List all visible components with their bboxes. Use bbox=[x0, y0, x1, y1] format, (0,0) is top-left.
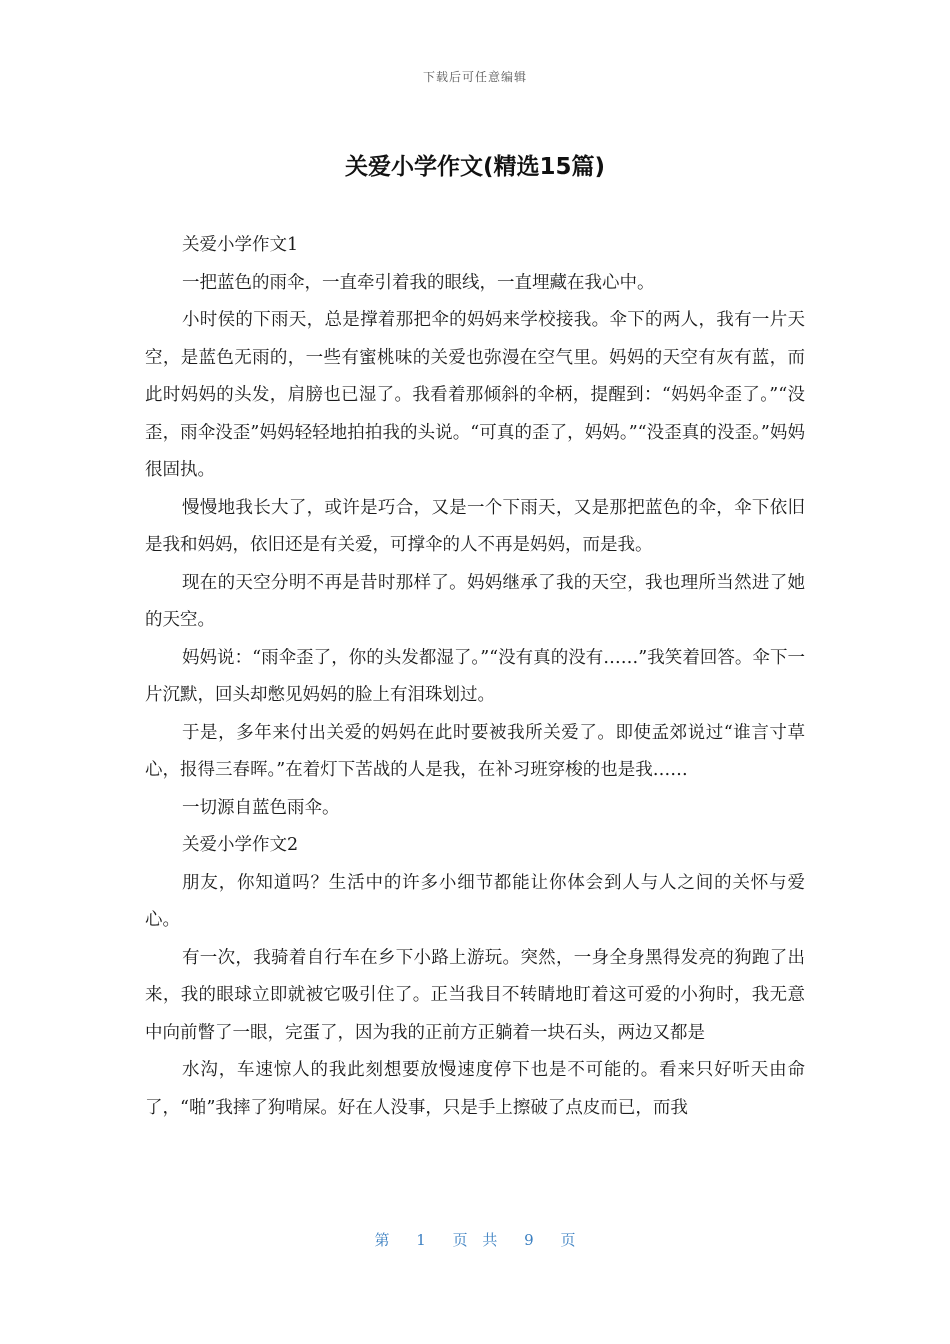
paragraph: 于是，多年来付出关爱的妈妈在此时要被我所关爱了。即使孟郊说过“谁言寸草心，报得三春晖。”在着灯下苦战的人是我，在补习班穿梭的也是我…… bbox=[145, 722, 805, 780]
footer-page-number: 1 bbox=[416, 1231, 426, 1249]
header-note: 下载后可任意编辑 bbox=[422, 70, 527, 84]
paragraph: 现在的天空分明不再是昔时那样了。妈妈继承了我的天空，我也理所当然进了她的天空。 bbox=[145, 572, 805, 630]
paragraph: 妈妈说：“雨伞歪了，你的头发都湿了。”“没有真的没有……”我笑着回答。伞下一片沉默，回头却憋见妈妈的脸上有泪珠划过。 bbox=[145, 647, 805, 705]
footer-page-total: 9 bbox=[524, 1231, 534, 1249]
paragraph: 慢慢地我长大了，或许是巧合，又是一个下雨天，又是那把蓝色的伞，伞下依旧是我和妈妈，依旧还是有关爱，可撑伞的人不再是妈妈，而是我。 bbox=[145, 497, 805, 555]
essay-heading-2: 关爱小学作文2 bbox=[182, 835, 299, 855]
footer-prefix: 第 bbox=[374, 1231, 390, 1249]
page-footer bbox=[0, 1229, 950, 1250]
paragraph: 有一次，我骑着自行车在乡下小路上游玩。突然，一身全身黑得发亮的狗跑了出来，我的眼球立即就被它吸引住了。正当我目不转睛地盯着这可爱的小狗时，我无意中向前瞥了一眼，完蛋了，因为我的正前方正躺着一块石头，两边又都是 bbox=[145, 947, 805, 1043]
paragraph: 小时侯的下雨天，总是撑着那把伞的妈妈来学校接我。伞下的两人，我有一片天空，是蓝色无雨的，一些有蜜桃味的关爱也弥漫在空气里。妈妈的天空有灰有蓝，而此时妈妈的头发，肩膀也已湿了。我看着那倾斜的伞柄，提醒到：“妈妈伞歪了。”“没歪，雨伞没歪”妈妈轻轻地拍拍我的头说。“可真的歪了，妈妈。”“没歪真的没歪。”妈妈很固执。 bbox=[145, 310, 805, 480]
paragraph: 一切源自蓝色雨伞。 bbox=[182, 797, 340, 818]
essay-heading-1: 关爱小学作文1 bbox=[182, 235, 299, 255]
document-title: 关爱小学作文(精选15篇) bbox=[344, 154, 606, 180]
paragraph: 水沟，车速惊人的我此刻想要放慢速度停下也是不可能的。看来只好听天由命了，“啪”我摔了狗啃屎。好在人没事，只是手上擦破了点皮而已，而我 bbox=[145, 1060, 805, 1118]
document-body bbox=[145, 227, 805, 1127]
footer-suffix: 页 bbox=[560, 1231, 576, 1249]
footer-mid: 页 共 bbox=[452, 1231, 498, 1249]
paragraph: 一把蓝色的雨伞，一直牵引着我的眼线，一直埋藏在我心中。 bbox=[182, 272, 655, 293]
paragraph: 朋友，你知道吗？生活中的许多小细节都能让你体会到人与人之间的关怀与爱心。 bbox=[145, 872, 805, 930]
